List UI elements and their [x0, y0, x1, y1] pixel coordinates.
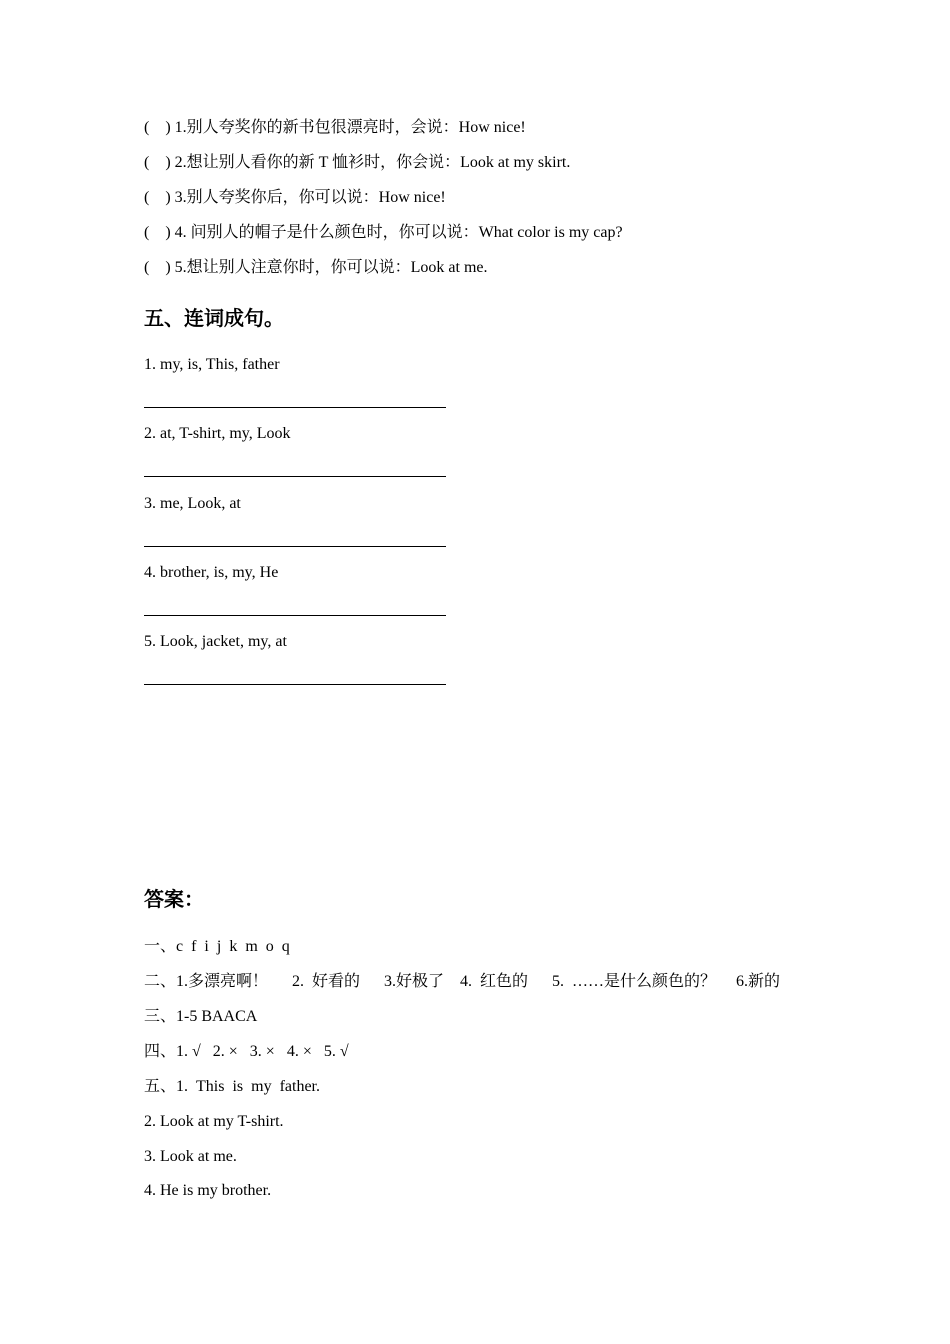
answer-blank-4 [144, 615, 446, 616]
answer-line-1: 一、c f i j k m o q [144, 938, 290, 955]
sentence-item-4: 4. brother, is, my, He [144, 564, 279, 581]
answers-title: 答案： [144, 887, 204, 911]
answer-line-4: 四、1. √ 2. × 3. × 4. × 5. √ [144, 1043, 349, 1060]
sentence-item-5: 5. Look, jacket, my, at [144, 633, 287, 650]
answer-line-7: 3. Look at me. [144, 1148, 237, 1165]
judgement-item-3: ( ) 3.别人夸奖你后，你可以说：How nice! [144, 189, 446, 206]
answer-line-5: 五、1. This is my father. [144, 1078, 320, 1095]
answer-line-8: 4. He is my brother. [144, 1182, 272, 1199]
answer-blank-3 [144, 546, 446, 547]
judgement-item-1: ( ) 1.别人夸奖你的新书包很漂亮时，会说：How nice! [144, 119, 526, 136]
judgement-item-5: ( ) 5.想让别人注意你时，你可以说：Look at me. [144, 259, 488, 276]
judgement-item-2: ( ) 2.想让别人看你的新 T 恤衫时，你会说：Look at my skirt. [144, 154, 571, 171]
answer-line-2: 二、1.多漂亮啊！ 2. 好看的 3.好极了 4. 红色的 5. ……是什么颜色的？ 6.新的 [144, 973, 781, 990]
sentence-item-3: 3. me, Look, at [144, 495, 241, 512]
answer-line-3: 三、1-5 BAACA [144, 1008, 258, 1025]
sentence-item-2: 2. at, T-shirt, my, Look [144, 425, 291, 442]
answer-blank-2 [144, 476, 446, 477]
answer-line-6: 2. Look at my T-shirt. [144, 1113, 284, 1130]
judgement-item-4: ( ) 4. 问别人的帽子是什么颜色时，你可以说：What color is my cap? [144, 224, 623, 241]
section-5-title: 五、连词成句。 [144, 306, 284, 330]
answer-blank-1 [144, 407, 446, 408]
answer-blank-5 [144, 684, 446, 685]
sentence-item-1: 1. my, is, This, father [144, 356, 280, 373]
